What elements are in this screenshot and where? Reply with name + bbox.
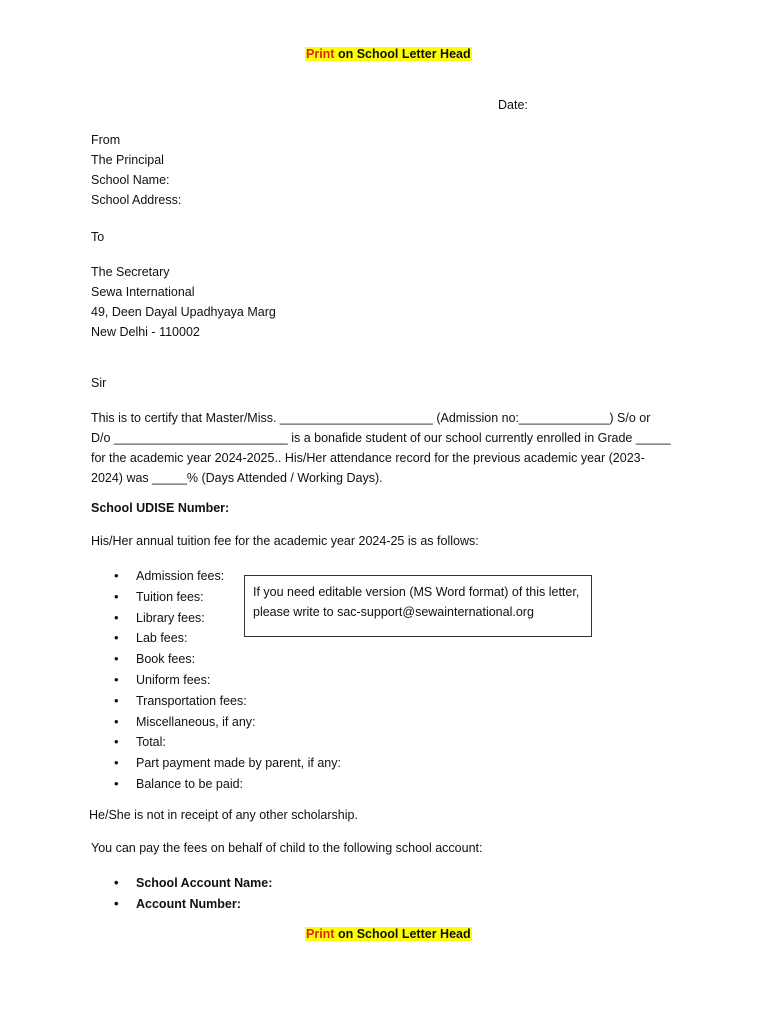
print-word: Print <box>306 927 335 941</box>
fee-item: • Part payment made by parent, if any: <box>91 753 341 774</box>
udise-label: School UDISE Number: <box>91 501 230 515</box>
fee-intro: His/Her annual tuition fee for the academic year 2024-25 is as follows: <box>91 534 479 548</box>
letterhead-note-top <box>305 47 472 61</box>
letterhead-note-bottom <box>305 927 472 941</box>
to-address-block <box>91 262 276 342</box>
account-list <box>91 873 272 915</box>
editable-version-note-box: If you need editable version (MS Word format) of this letter, please write to sac-support@sewainternational.org <box>244 575 592 637</box>
to-label: To <box>91 230 105 244</box>
letterhead-text: on School Letter Head <box>334 47 471 61</box>
from-line: School Name: <box>91 173 170 187</box>
fee-item: • Library fees: <box>91 608 341 629</box>
date-label: Date: <box>498 98 528 112</box>
fee-item: • Balance to be paid: <box>91 774 341 795</box>
account-item: • School Account Name: <box>91 873 272 894</box>
print-word: Print <box>306 47 335 61</box>
from-block <box>91 130 181 210</box>
fee-item: • Book fees: <box>91 649 341 670</box>
from-label: From <box>91 133 121 147</box>
from-line: The Principal <box>91 153 164 167</box>
fee-item: • Uniform fees: <box>91 670 341 691</box>
fee-item: • Tuition fees: <box>91 587 341 608</box>
fee-item: • Admission fees: <box>91 566 341 587</box>
from-line: School Address: <box>91 193 182 207</box>
letterhead-text: on School Letter Head <box>334 927 471 941</box>
pay-intro: You can pay the fees on behalf of child to the following school account: <box>91 841 483 855</box>
to-line: New Delhi - 110002 <box>91 325 200 339</box>
fee-item: • Transportation fees: <box>91 691 341 712</box>
fee-item: • Lab fees: <box>91 628 341 649</box>
to-line: The Secretary <box>91 265 170 279</box>
to-line: Sewa International <box>91 285 195 299</box>
salutation: Sir <box>91 376 107 390</box>
certify-paragraph: This is to certify that Master/Miss. ______________________ (Admission no:_____________) S/o or D/o _________________________ is a bonafide student of our school currently enrolled in Grade _____ for the academic year 2024-2025.. His/Her attendance record for the previous academic year (2023-2024) was _____% (Days Attended / Working Days). <box>91 411 671 485</box>
fee-item: • Total: <box>91 732 341 753</box>
to-line: 49, Deen Dayal Upadhyaya Marg <box>91 305 276 319</box>
fee-item: • Miscellaneous, if any: <box>91 712 341 733</box>
scholarship-line: He/She is not in receipt of any other scholarship. <box>89 808 358 822</box>
account-item: • Account Number: <box>91 894 272 915</box>
